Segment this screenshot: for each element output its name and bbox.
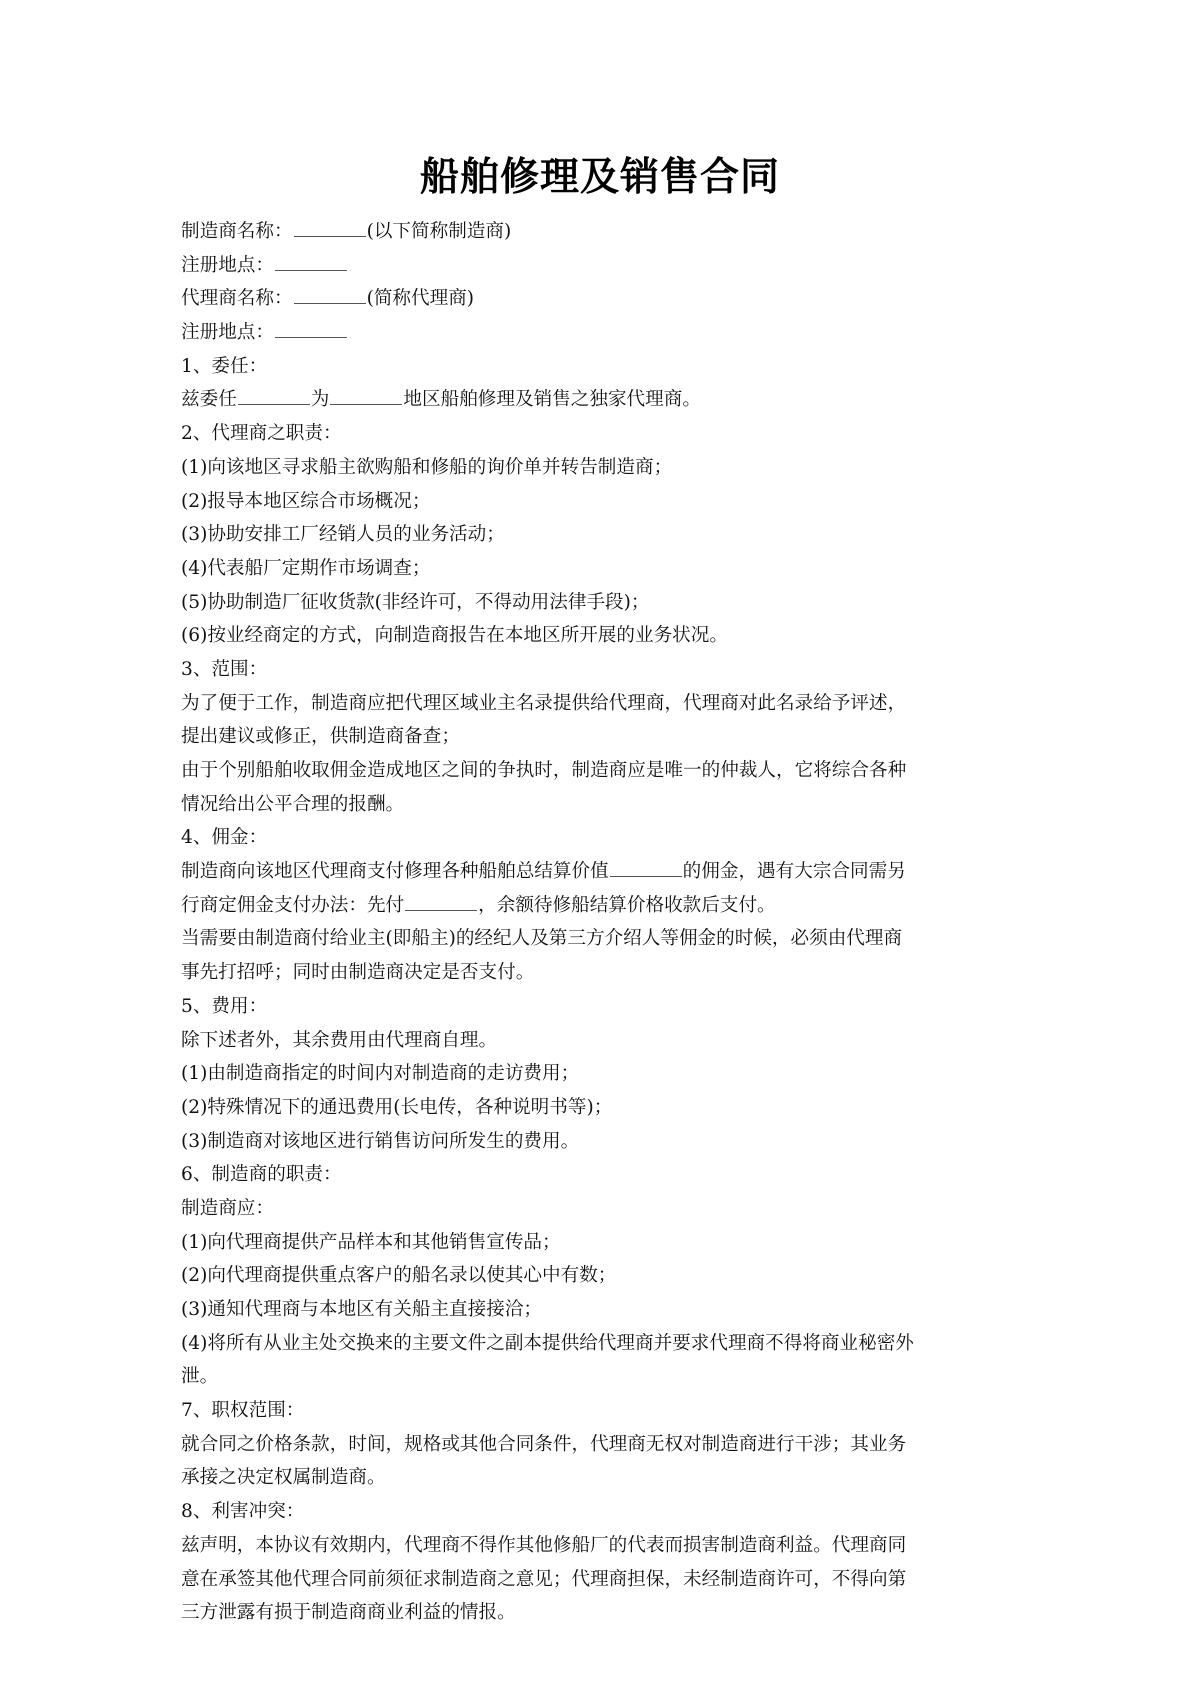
agent-note: (简称代理商) <box>366 288 475 310</box>
paragraph-line: 情况给出公平合理的报酬。 <box>181 793 405 815</box>
section-heading: 1、委任： <box>181 355 268 377</box>
section-heading: 3、范围： <box>181 658 268 680</box>
text-segment: 兹委任 <box>181 389 237 411</box>
list-item: (2)特殊情况下的通迅费用(长电传，各种说明书等)； <box>181 1096 613 1118</box>
document-title: 船舶修理及销售合同 <box>419 155 780 200</box>
text-segment: 为 <box>310 389 330 411</box>
list-item: (4)将所有从业主处交换来的主要文件之副本提供给代理商并要求代理商不得将商业秘密外 <box>181 1332 914 1354</box>
manufacturer-name-line <box>181 215 1019 249</box>
region-blank <box>330 388 402 405</box>
paragraph-line: 除下述者外，其余费用由代理商自理。 <box>181 1029 498 1051</box>
paragraph-line: 兹声明，本协议有效期内，代理商不得作其他修船厂的代表而损害制造商利益。代理商同 <box>181 1534 907 1556</box>
section-heading: 4、佣金： <box>181 827 268 849</box>
paragraph-line: 当需要由制造商付给业主(即船主)的经纪人及第三方介绍人等佣金的时候，必须由代理商 <box>181 928 903 950</box>
list-item: (1)向该地区寻求船主欲购船和修船的询价单并转告制造商； <box>181 456 673 478</box>
agent-name-blank <box>294 287 366 304</box>
list-item: (3)制造商对该地区进行销售访问所发生的费用。 <box>181 1130 580 1152</box>
text-segment: 地区船舶修理及销售之独家代理商。 <box>403 389 701 411</box>
list-item: (5)协助制造厂征收货款(非经许可，不得动用法律手段)； <box>181 591 650 613</box>
paragraph-line <box>181 889 1019 923</box>
paragraph-line: 三方泄露有损于制造商商业利益的情报。 <box>181 1602 516 1624</box>
paragraph-line: 事先打招呼；同时由制造商决定是否支付。 <box>181 962 535 984</box>
paragraph-line <box>181 855 1019 889</box>
contract-page <box>181 150 1019 1630</box>
list-item: (2)报导本地区综合市场概况； <box>181 490 431 512</box>
paragraph-line: 意在承签其他代理合同前须征求制造商之意见；代理商担保，未经制造商许可，不得向第 <box>181 1568 907 1590</box>
list-item: (4)代表船厂定期作市场调查； <box>181 557 431 579</box>
list-item: (1)由制造商指定的时间内对制造商的走访费用； <box>181 1063 580 1085</box>
appointment-line <box>181 383 1019 417</box>
paragraph-line: 制造商应： <box>181 1197 274 1219</box>
list-item: 泄。 <box>181 1366 219 1388</box>
list-item: (2)向代理商提供重点客户的船名录以使其心中有数； <box>181 1265 617 1287</box>
reg-place-label: 注册地点： <box>181 322 274 344</box>
paragraph-line: 提出建议或修正，供制造商备查； <box>181 726 460 748</box>
reg-place-blank <box>275 321 347 338</box>
agent-name-label: 代理商名称： <box>181 288 293 310</box>
reg-place-label: 注册地点： <box>181 254 274 276</box>
paragraph-line: 承接之决定权属制造商。 <box>181 1467 386 1489</box>
text-segment: 的佣金，遇有大宗合同需另 <box>682 861 906 883</box>
list-item: (6)按业经商定的方式，向制造商报告在本地区所开展的业务状况。 <box>181 625 728 647</box>
list-item: (3)协助安排工厂经销人员的业务活动； <box>181 524 505 546</box>
manufacturer-note: (以下简称制造商) <box>366 221 512 242</box>
manufacturer-name-label: 制造商名称： <box>181 221 293 242</box>
reg-place-blank <box>275 254 347 271</box>
manufacturer-reg-place-line <box>181 249 1019 283</box>
advance-payment-blank <box>405 894 477 911</box>
text-segment: ，余额待修船结算价格收款后支付。 <box>478 894 776 916</box>
paragraph-line: 由于个别船舶收取佣金造成地区之间的争执时，制造商应是唯一的仲裁人，它将综合各种 <box>181 760 907 781</box>
text-segment: 行商定佣金支付办法：先付 <box>181 894 405 916</box>
agent-name-line <box>181 282 1019 316</box>
section-heading: 7、职权范围： <box>181 1400 305 1422</box>
section-heading: 5、费用： <box>181 995 268 1017</box>
agent-reg-place-line <box>181 316 1019 350</box>
section-heading: 2、代理商之职责： <box>181 423 342 445</box>
list-item: (1)向代理商提供产品样本和其他销售宣传品； <box>181 1231 561 1253</box>
manufacturer-name-blank <box>294 220 366 237</box>
commission-rate-blank <box>610 860 682 877</box>
text-segment: 制造商向该地区代理商支付修理各种船舶总结算价值 <box>181 861 609 883</box>
section-heading: 6、制造商的职责： <box>181 1164 342 1186</box>
list-item: (3)通知代理商与本地区有关船主直接接洽； <box>181 1299 543 1320</box>
paragraph-line: 为了便于工作，制造商应把代理区域业主名录提供给代理商，代理商对此名录给予评述， <box>181 692 907 714</box>
section-heading: 8、利害冲突： <box>181 1501 305 1523</box>
paragraph-line: 就合同之价格条款，时间，规格或其他合同条件，代理商无权对制造商进行干涉；其业务 <box>181 1433 907 1455</box>
appointee-blank <box>238 388 310 405</box>
